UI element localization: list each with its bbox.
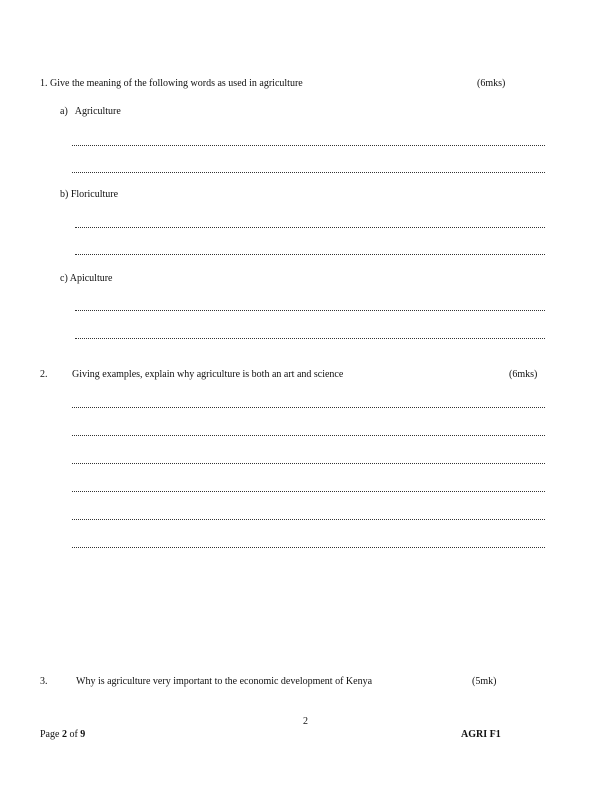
question-2-marks: (6mks) — [509, 369, 538, 380]
part-a — [60, 106, 121, 118]
page-number-center: 2 — [303, 716, 308, 727]
answer-line[interactable] — [75, 338, 545, 339]
part-c — [60, 273, 113, 285]
answer-line[interactable] — [72, 435, 545, 436]
page-indicator — [40, 729, 85, 741]
part-b-term: Floriculture — [70, 189, 119, 200]
question-3-marks: (5mk) — [472, 676, 497, 687]
page-total: 9 — [80, 729, 86, 740]
question-2-number: 2. — [40, 369, 48, 380]
part-c-label: c) — [60, 273, 68, 284]
page-current: 2 — [61, 729, 67, 740]
page-of: of — [69, 729, 78, 740]
part-c-term: Apiculture — [69, 273, 113, 284]
part-b — [60, 189, 118, 201]
answer-line[interactable] — [75, 310, 545, 311]
page-prefix: Page — [40, 729, 60, 740]
question-2-text: Giving examples, explain why agriculture is both an art and science — [72, 369, 344, 380]
answer-line[interactable] — [72, 463, 545, 464]
answer-line[interactable] — [75, 254, 545, 255]
part-a-label: a) — [60, 106, 68, 117]
question-3-text: Why is agriculture very important to the economic development of Kenya — [76, 676, 373, 687]
question-1-text: 1. Give the meaning of the following words as used in agriculture — [40, 78, 303, 89]
answer-line[interactable] — [75, 227, 545, 228]
answer-line[interactable] — [72, 172, 545, 173]
answer-line[interactable] — [72, 491, 545, 492]
answer-line[interactable] — [72, 407, 545, 408]
question-1-marks: (6mks) — [477, 78, 506, 89]
subject-code: AGRI F1 — [461, 729, 501, 740]
answer-line[interactable] — [72, 519, 545, 520]
answer-line[interactable] — [72, 547, 545, 548]
answer-line[interactable] — [72, 145, 545, 146]
part-a-term: Agriculture — [74, 106, 121, 117]
question-3-number: 3. — [40, 676, 48, 687]
part-b-label: b) — [60, 189, 69, 200]
